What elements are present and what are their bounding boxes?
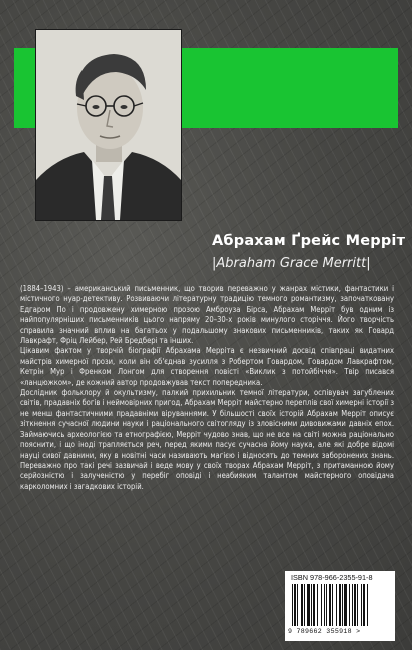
barcode-bar [297,584,298,626]
barcode-bar [324,584,325,626]
author-biography [20,284,394,492]
bio-paragraph: Цікавим фактом у творчій біографії Абрахама Мерріта є незвичний досвід співпраці видатних майстрів химерної прози, коли він об'єднав зусилля з Робертом Говардом, Говардом Лавкрафтом, Кетрін Мур і Френком Лонгом для створення повісті «Виклик з потойбіччя». Твір писався «ланцюжком», де кожний автор продовжував текст попередника. [20,346,394,387]
barcode-bar [326,584,327,626]
isbn-label: ISBN 978-966-2355-91-8 [291,573,373,582]
barcode-bar [321,584,322,626]
barcode-bar [361,584,362,626]
barcode-bar [352,584,353,626]
barcode-bar [313,584,315,626]
barcode-bar [329,584,331,626]
barcode-bar [354,584,356,626]
barcode-panel [285,571,395,641]
bio-paragraph: (1884–1943) – американський письменник, що творив переважно у жанрах містики, фантастики і містичного нуар-детективу. Розвиваючи літературну традицію темного романтизму, започатковану Едгаром По і продовжену химерною прозою Амброуза Бірса, Абрахам Мерріт був одним із найпопулярніших письменників цього напряму 20–30-х років минулого сторіччя. Його творчість справила значний вплив на багатьох у подальшому знакових письменників, таких як Говард Лавкрафт, Фріц Лейбер, Рей Бредбері та інших. [20,284,394,346]
barcode-bar [357,584,358,626]
author-name: Абрахам Ґрейс Мерріт [212,233,406,249]
barcode-bar [342,584,343,626]
barcode-bar [294,584,296,626]
barcode-bar [317,584,318,626]
barcode-bar [336,584,337,626]
barcode-digits: 9 789662 355918 > [288,628,361,635]
barcode-bar [332,584,333,626]
barcode-bar [301,584,303,626]
barcode-bar [311,584,312,626]
barcode-bar [304,584,305,626]
barcode-bar [339,584,341,626]
author-portrait [35,29,182,221]
bio-paragraph: Дослідник фольклору й окультизму, палкий прихильник темної літератури, оспівувач загублених світів, прадавніх богів і неймовірних пригод, Абрахам Мерріт майстерно переплів свої химерні історії з не менш фантастичними прадавніми віруваннями. У більшості своїх історій Абрахам Мерріт описує зіткнення сучасної людини науки і раціонального світогляду із зловісними дивовижами давніх епох. Займаючись археологією та етнографією, Мерріт чудово знав, що не все на світі можна раціонально пояснити, і що іноді трапляється реч, перед якими пасує сучасна йому наука, але які добре відомі науці сивої давнини, яку в новітні часи називають магією і відносять до темних заборонених знань. Переважно про такі речі зазвичай і веде мову у своїх творах Абрахам Мерріт, з притаманною йому серйозністю і залученістю у перебіг оповіді і неабияким талантом майстерного оповідача карколомних і загадкових історій. [20,388,394,491]
barcode-bars [291,584,389,626]
barcode-bar [363,584,365,626]
barcode-bar [344,584,347,626]
barcode-bar [307,584,310,626]
barcode-bar [367,584,368,626]
author-name-latin: |Abraham Grace Merritt| [212,256,371,271]
barcode-bar [349,584,350,626]
barcode-bar [292,584,293,626]
